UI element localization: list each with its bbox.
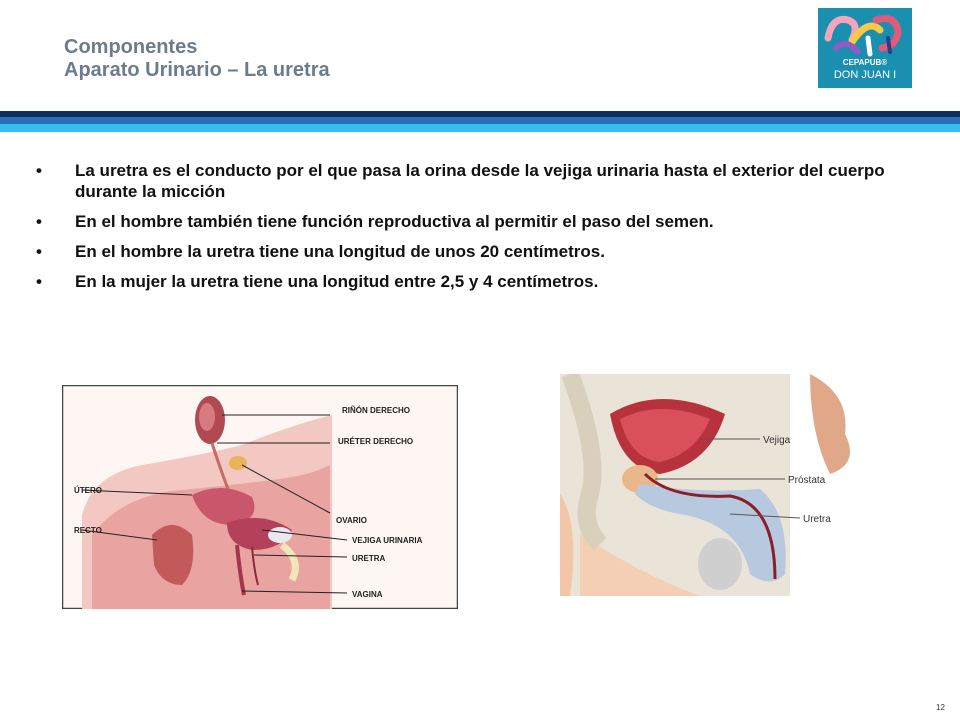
cepapub-logo bbox=[818, 8, 912, 88]
band-mid bbox=[0, 117, 960, 124]
label-vagina: VAGINA bbox=[352, 590, 383, 599]
bullet-item bbox=[36, 271, 916, 292]
female-urinary-diagram bbox=[62, 385, 458, 609]
bullet-item bbox=[36, 211, 916, 232]
logo-line-2: DON JUAN I bbox=[833, 69, 897, 81]
bullet-mark: • bbox=[36, 242, 42, 261]
bullet-list bbox=[36, 160, 916, 301]
title-line-2: Aparato Urinario – La uretra bbox=[64, 59, 330, 81]
page-number: 12 bbox=[936, 703, 945, 712]
bullet-item bbox=[36, 241, 916, 262]
label-ovario: OVARIO bbox=[336, 516, 367, 525]
bullet-item bbox=[36, 160, 916, 202]
female-diagram-illustration bbox=[62, 385, 458, 609]
label-rinon-derecho: RIÑÓN DERECHO bbox=[342, 406, 411, 415]
bullet-text: La uretra es el conducto por el que pasa la orina desde la vejiga urinaria hasta el exterior del cuerpo durante la micción bbox=[75, 161, 885, 201]
bullet-mark: • bbox=[36, 272, 42, 291]
page-title bbox=[64, 36, 330, 82]
label-vejiga-male: Vejiga bbox=[763, 435, 791, 446]
male-diagram-illustration bbox=[560, 374, 870, 596]
title-line-1: Componentes bbox=[64, 36, 198, 58]
bullet-mark: • bbox=[36, 212, 42, 231]
bullet-mark: • bbox=[36, 161, 42, 180]
label-vejiga-urinaria: VEJIGA URINARIA bbox=[352, 536, 423, 545]
bullet-text: En la mujer la uretra tiene una longitud entre 2,5 y 4 centímetros. bbox=[75, 272, 599, 291]
label-prostata: Próstata bbox=[788, 475, 826, 486]
male-urinary-diagram bbox=[560, 374, 870, 596]
bullet-text: En el hombre también tiene función reproductiva al permitir el paso del semen. bbox=[75, 212, 714, 231]
label-utero: ÚTERO bbox=[74, 486, 102, 495]
label-ureter-derecho: URÉTER DERECHO bbox=[338, 437, 414, 446]
logo-line-1: CEPAPUB® bbox=[842, 58, 888, 67]
label-uretra-male: Uretra bbox=[803, 514, 831, 525]
label-uretra-female: URETRA bbox=[352, 554, 386, 563]
band-light bbox=[0, 124, 960, 132]
bullet-text: En el hombre la uretra tiene una longitud de unos 20 centímetros. bbox=[75, 242, 605, 261]
label-recto: RECTO bbox=[74, 526, 102, 535]
